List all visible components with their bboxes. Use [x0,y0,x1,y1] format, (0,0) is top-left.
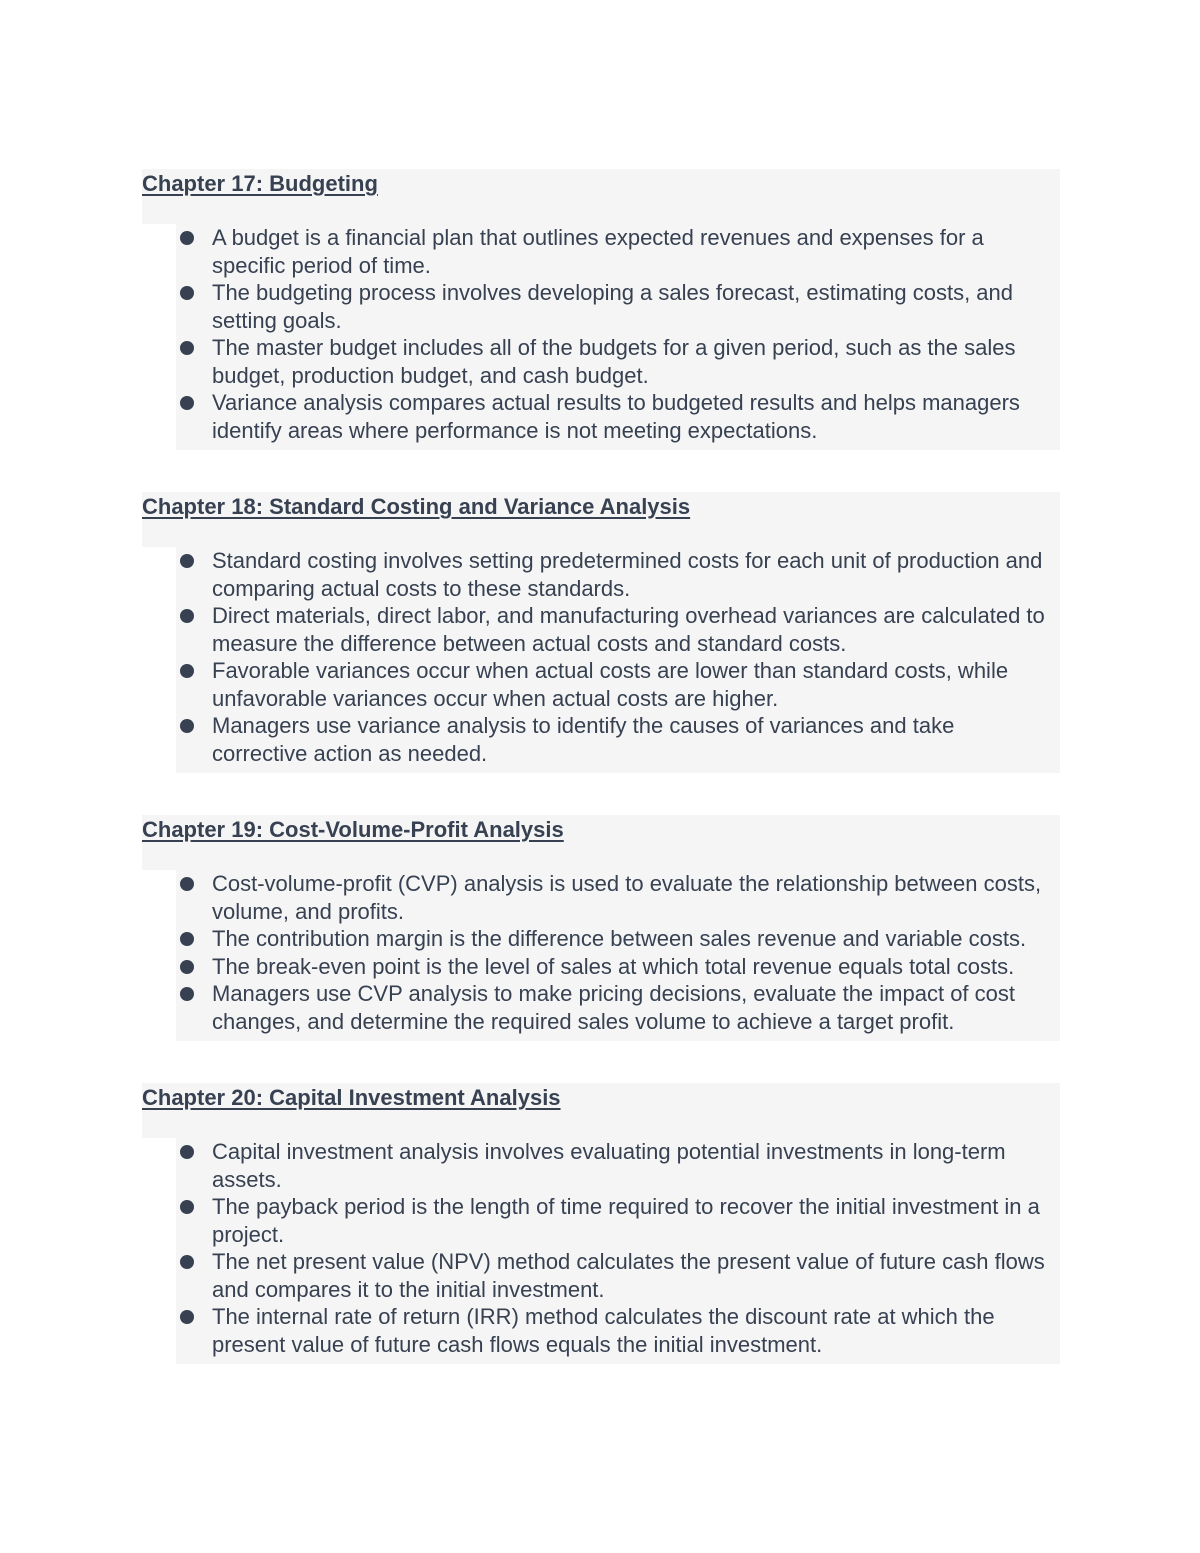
section-heading-text: Chapter 20: Capital Investment Analysis [142,1085,561,1110]
list-item-text: The payback period is the length of time required to recover the initial investment in a project. [212,1194,1040,1247]
bullet-icon [180,664,194,678]
list-item [176,602,1060,657]
bullet-icon [180,554,194,568]
section-heading [142,492,1060,522]
list-item [176,925,1060,953]
bullet-block [176,224,1060,450]
chapter-17-section [142,169,1060,450]
section-heading [142,169,1060,199]
bullet-icon [180,286,194,300]
bullet-icon [180,719,194,733]
chapter-20-section [142,1083,1060,1364]
list-item [176,1303,1060,1358]
list-item-text: Managers use CVP analysis to make pricing decisions, evaluate the impact of cost changes, and determine the required sales volume to achieve a target profit. [212,981,1015,1034]
bullet-icon [180,609,194,623]
bullet-icon [180,877,194,891]
chapter-18-section [142,492,1060,773]
list-item-text: The budgeting process involves developing a sales forecast, estimating costs, and setting goals. [212,280,1014,333]
list-item [176,1138,1060,1193]
bullet-icon [180,1145,194,1159]
section-heading [142,815,1060,845]
list-item [176,334,1060,389]
list-item-text: Favorable variances occur when actual costs are lower than standard costs, while unfavorable variances occur when actual costs are higher. [212,658,1009,711]
list-item-text: The contribution margin is the difference between sales revenue and variable costs. [212,926,1027,951]
section-spacer [142,1041,1060,1083]
bullet-icon [180,396,194,410]
list-item [176,1193,1060,1248]
section-heading [142,1083,1060,1113]
list-item-text: Variance analysis compares actual results to budgeted results and helps managers identify areas where performance is not meeting expectations. [212,390,1020,443]
list-item-text: Cost-volume-profit (CVP) analysis is used to evaluate the relationship between costs, volume, and profits. [212,871,1042,924]
bullet-icon [180,1310,194,1324]
list-item [176,224,1060,279]
bullet-icon [180,932,194,946]
bullet-icon [180,960,194,974]
list-item [176,547,1060,602]
bullet-block [176,547,1060,773]
bullet-icon [180,341,194,355]
bullet-block [176,1138,1060,1364]
list-item-text: The master budget includes all of the budgets for a given period, such as the sales budget, production budget, and cash budget. [212,335,1016,388]
list-item [176,712,1060,767]
bullet-list [176,547,1060,767]
bullet-block [176,870,1060,1041]
section-spacer [142,450,1060,492]
bullet-list [176,870,1060,1035]
list-item [176,279,1060,334]
list-item-text: The break-even point is the level of sales at which total revenue equals total costs. [212,953,1015,979]
list-item [176,389,1060,444]
list-item-text: Direct materials, direct labor, and manufacturing overhead variances are calculated to measure the difference between actual costs and standard costs. [212,603,1045,656]
list-item [176,1248,1060,1303]
list-item [176,953,1060,981]
section-heading-text: Chapter 17: Budgeting [142,171,378,196]
list-item-text: Managers use variance analysis to identify the causes of variances and take corrective action as needed. [212,713,955,766]
section-heading-text: Chapter 18: Standard Costing and Variance Analysis [142,494,691,519]
bullet-icon [180,231,194,245]
bullet-icon [180,987,194,1001]
list-item [176,980,1060,1035]
section-spacer [142,773,1060,815]
section-heading-text: Chapter 19: Cost-Volume-Profit Analysis [142,817,564,842]
list-item-text: Standard costing involves setting predetermined costs for each unit of production and comparing actual costs to these standards. [212,548,1043,601]
chapter-19-section [142,815,1060,1041]
bullet-icon [180,1200,194,1214]
bullet-list [176,224,1060,444]
bullet-list [176,1138,1060,1358]
list-item [176,870,1060,925]
list-item-text: The internal rate of return (IRR) method calculates the discount rate at which the present value of future cash flows equals the initial investment. [212,1304,995,1357]
list-item-text: Capital investment analysis involves evaluating potential investments in long-term assets. [212,1139,1006,1192]
list-item [176,657,1060,712]
list-item-text: A budget is a financial plan that outlines expected revenues and expenses for a specific period of time. [212,225,984,278]
document-body [142,169,1060,1364]
bullet-icon [180,1255,194,1269]
list-item-text: The net present value (NPV) method calculates the present value of future cash flows and compares it to the initial investment. [212,1249,1045,1302]
